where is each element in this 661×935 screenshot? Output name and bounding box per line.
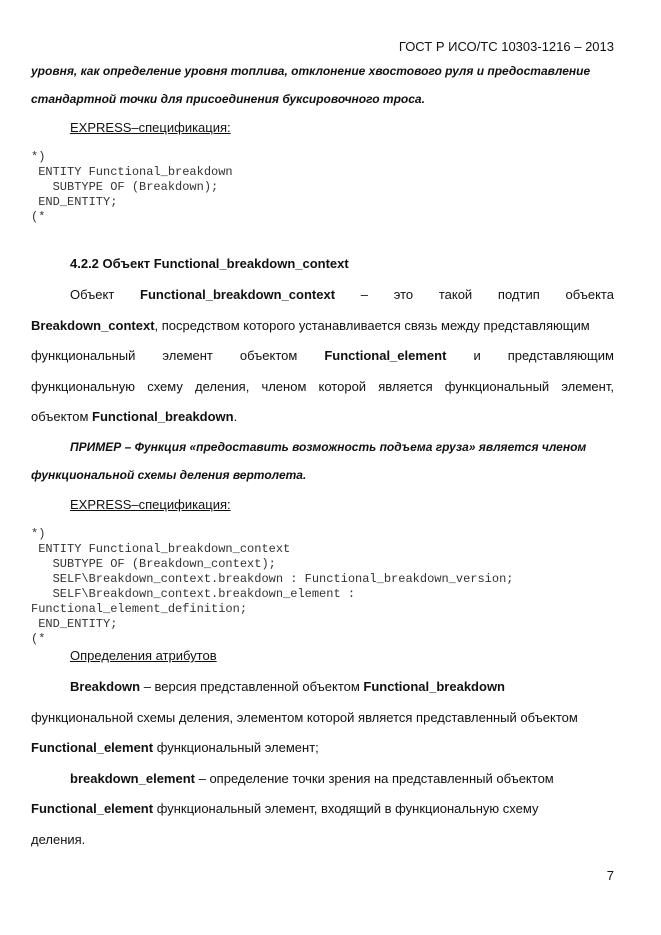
word: объекта	[565, 287, 614, 302]
attribute-breakdown-element-line-2	[31, 801, 538, 817]
word: элемент,	[561, 379, 614, 394]
section-heading: 4.2.2 Объект Functional_breakdown_context	[70, 256, 349, 271]
express-code-block-1: *) ENTITY Functional_breakdown SUBTYPE OF (Breakdown); END_ENTITY; (*	[31, 150, 233, 224]
word: представляющим	[507, 348, 614, 363]
word: и	[473, 348, 481, 363]
intro-line-1: уровня, как определение уровня топлива, отклонение хвостового руля и предоставление	[31, 64, 591, 78]
entity-name-bold: Functional_element	[31, 801, 154, 816]
paragraph-line-4	[31, 379, 614, 395]
text: функциональный элемент, входящий в функциональную схему	[153, 801, 539, 816]
paragraph-line-2	[31, 318, 590, 334]
text: .	[233, 409, 238, 424]
text: – версия представленной объектом	[140, 679, 364, 694]
word: схему	[147, 379, 183, 394]
word: объектом	[239, 348, 298, 363]
attribute-breakdown-line-3	[31, 740, 319, 756]
document-id-header: ГОСТ Р ИСО/ТС 10303-1216 – 2013	[398, 39, 614, 54]
entity-name-bold: Functional_element	[324, 348, 447, 363]
express-spec-title-2: EXPRESS–спецификация:	[70, 497, 231, 512]
word: Объект	[70, 287, 115, 302]
example-line-2: функциональной схемы деления вертолета.	[31, 468, 307, 482]
word: функциональную	[31, 379, 136, 394]
word: функциональный	[31, 348, 136, 363]
word: которой	[318, 379, 367, 394]
word: является	[378, 379, 433, 394]
entity-name-bold: Functional_element	[31, 740, 154, 755]
attribute-name-bold: Breakdown	[70, 679, 141, 694]
paragraph-line-5	[31, 409, 237, 425]
word: функциональный	[444, 379, 550, 394]
text: объектом	[31, 409, 93, 424]
entity-name-bold: Functional_breakdown_context	[140, 287, 336, 302]
entity-name-bold: Functional_breakdown	[363, 679, 505, 694]
paragraph-line-3	[31, 348, 614, 364]
word: членом	[261, 379, 307, 394]
text: , посредством которого устанавливается связь между представляющим	[154, 318, 590, 333]
text: – определение точки зрения на представленный объектом	[195, 771, 554, 786]
attribute-breakdown-line-1	[70, 679, 505, 695]
attribute-name-bold: breakdown_element	[70, 771, 195, 786]
entity-name-bold: Functional_breakdown	[92, 409, 234, 424]
word: подтип	[497, 287, 540, 302]
attribute-breakdown-element-line-1	[70, 771, 554, 787]
word: деления,	[195, 379, 250, 394]
text: функциональный элемент;	[153, 740, 319, 755]
attributes-title: Определения атрибутов	[70, 648, 217, 663]
word: это	[393, 287, 414, 302]
express-code-block-2: *) ENTITY Functional_breakdown_context SUBTYPE OF (Breakdown_context); SELF\Breakdown_context.breakdown : Functional_breakdown_version; SELF\Breakdown_context.breakdown_element : Functional_element_definition; END_ENTITY; (*	[31, 527, 514, 646]
attribute-breakdown-line-2: функциональной схемы деления, элементом которой является представленный объектом	[31, 710, 578, 725]
word: такой	[438, 287, 473, 302]
attribute-breakdown-element-line-3: деления.	[31, 832, 86, 847]
entity-name-bold: Breakdown_context	[31, 318, 155, 333]
word: элемент	[162, 348, 213, 363]
word: –	[360, 287, 368, 302]
intro-line-2: стандартной точки для присоединения буксировочного троса.	[31, 92, 425, 106]
page-number: 7	[606, 868, 614, 883]
express-spec-title-1: EXPRESS–спецификация:	[70, 120, 231, 135]
paragraph-line-1	[70, 287, 614, 303]
example-line-1: ПРИМЕР – Функция «предоставить возможность подъема груза» является членом	[70, 440, 587, 454]
